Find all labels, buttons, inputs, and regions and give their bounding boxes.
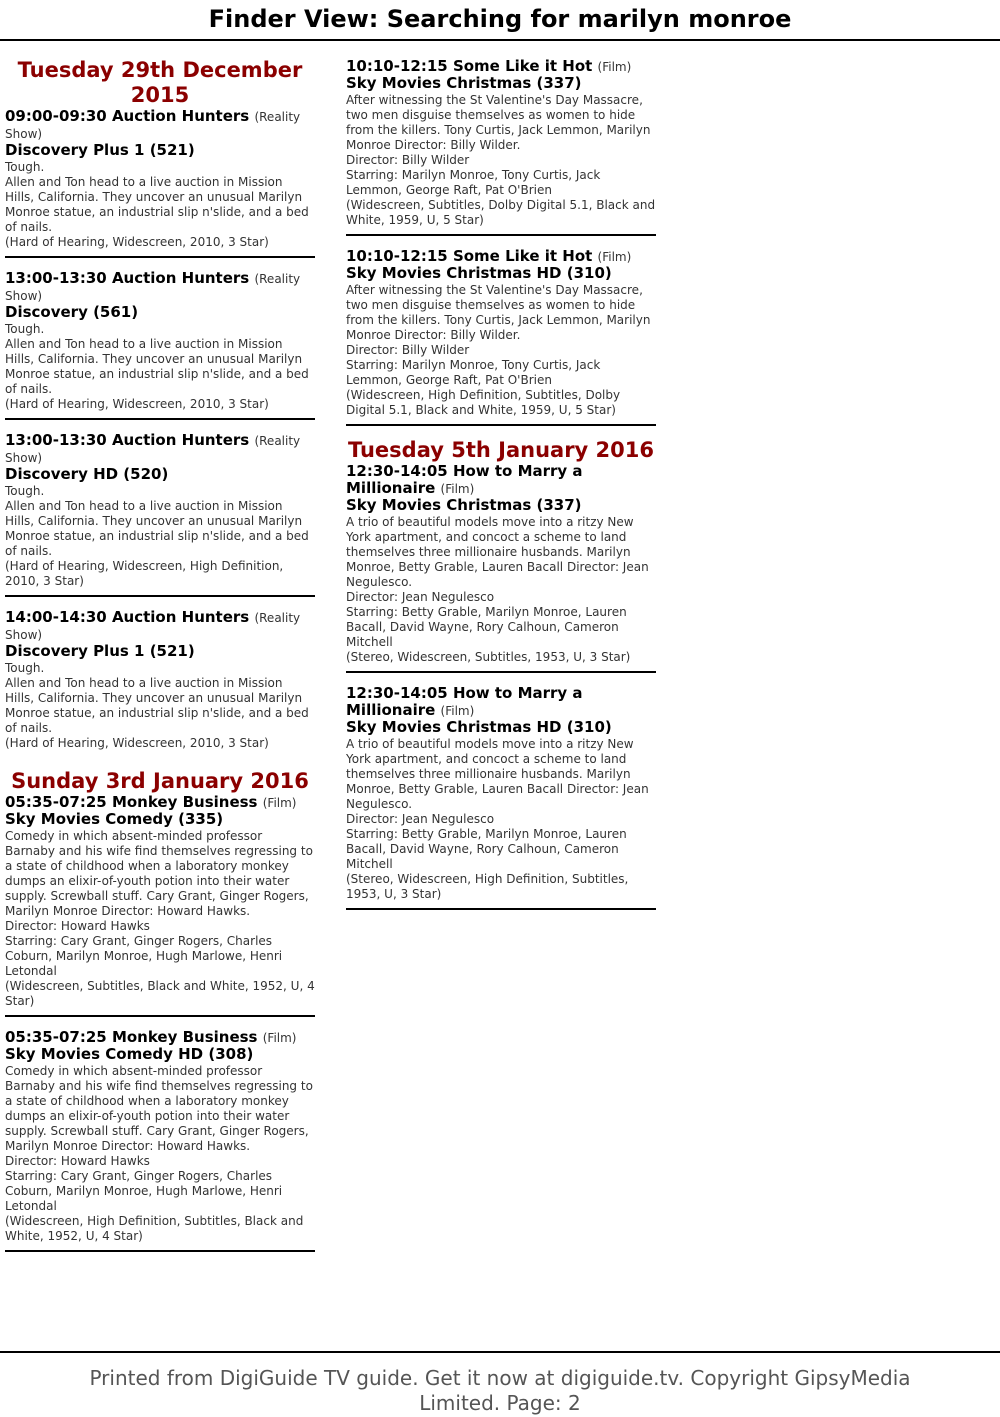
listing-channel: Sky Movies Christmas HD (310)	[346, 718, 612, 736]
listing-item	[5, 270, 315, 420]
listing-title	[5, 270, 315, 304]
listing-genre: (Reality Show)	[5, 110, 301, 141]
listing-channel: Discovery (561)	[5, 303, 139, 321]
right-column	[346, 58, 656, 922]
footer-divider	[0, 1351, 1000, 1353]
listing-item	[346, 685, 656, 910]
listing-time-title: 12:30-14:05 How to Marry a Millionaire	[346, 684, 583, 719]
listing-genre: (Reality Show)	[5, 611, 301, 642]
listing-description: After witnessing the St Valentine's Day Massacre, two men disguise themselves as women to hide from the killers. Tony Curtis, Jack Lemmon, Marilyn Monroe Director: Billy Wilder. Director: Billy Wilder Starring: Marilyn Monroe, Tony Curtis, Jack Lemmon, George Raft, Pat O'Brien (Widescreen, High Definition, Subtitles, Dolby Digital 5.1, Black and White, 1959, U, 5 Star)	[346, 283, 651, 417]
listing-description: Comedy in which absent-minded professor Barnaby and his wife find themselves regressing to a state of childhood when a laboratory monkey dumps an elixir-of-youth potion into their water supply. Screwball stuff. Cary Grant, Ginger Rogers, Marilyn Monroe Director: Howard Hawks. Director: Howard Hawks Starring: Cary Grant, Ginger Rogers, Charles Coburn, Marilyn Monroe, Hugh Marlowe, Henri Letondal (Widescreen, Subtitles, Black and White, 1952, U, 4 Star)	[5, 829, 315, 1008]
listing-genre: (Film)	[597, 250, 632, 264]
listing-title	[346, 248, 656, 265]
day-heading: Tuesday 29th December 2015	[17, 58, 303, 107]
listing-description: Tough. Allen and Ton head to a live auction in Mission Hills, California. They uncover an unusual Marilyn Monroe statue, an industrial slip n'slide, and a bed of nails. (Hard of Hearing, Widescreen, High Definition, 2010, 3 Star)	[5, 484, 309, 588]
listing-time-title: 12:30-14:05 How to Marry a Millionaire	[346, 462, 583, 497]
listing-time-title: 13:00-13:30 Auction Hunters	[5, 431, 250, 449]
left-column	[5, 58, 315, 1264]
page-title: Finder View: Searching for marilyn monroe	[208, 5, 792, 33]
listing-item	[5, 108, 315, 258]
listing-title	[346, 58, 656, 75]
listing-time-title: 10:10-12:15 Some Like it Hot	[346, 57, 593, 75]
listing-time-title: 09:00-09:30 Auction Hunters	[5, 107, 250, 125]
listing-item	[346, 248, 656, 426]
header-divider	[0, 39, 1000, 41]
listing-title	[346, 685, 656, 719]
listing-channel: Sky Movies Comedy HD (308)	[5, 1045, 254, 1063]
listing-time-title: 05:35-07:25 Monkey Business	[5, 793, 258, 811]
listing-channel: Sky Movies Christmas (337)	[346, 74, 582, 92]
listing-item	[346, 58, 656, 236]
listing-title	[5, 108, 315, 142]
listing-description: Comedy in which absent-minded professor Barnaby and his wife find themselves regressing to a state of childhood when a laboratory monkey dumps an elixir-of-youth potion into their water supply. Screwball stuff. Cary Grant, Ginger Rogers, Marilyn Monroe Director: Howard Hawks. Director: Howard Hawks Starring: Cary Grant, Ginger Rogers, Charles Coburn, Marilyn Monroe, Hugh Marlowe, Henri Letondal (Widescreen, High Definition, Subtitles, Black and White, 1952, U, 4 Star)	[5, 1064, 313, 1243]
listing-time-title: 14:00-14:30 Auction Hunters	[5, 608, 250, 626]
listing-description: Tough. Allen and Ton head to a live auction in Mission Hills, California. They uncover an unusual Marilyn Monroe statue, an industrial slip n'slide, and a bed of nails. (Hard of Hearing, Widescreen, 2010, 3 Star)	[5, 322, 309, 411]
listing-item	[5, 432, 315, 597]
listing-genre: (Reality Show)	[5, 272, 301, 303]
listing-item	[346, 463, 656, 673]
listing-genre: (Reality Show)	[5, 434, 301, 465]
listing-genre: (Film)	[262, 1031, 297, 1045]
listing-item	[5, 1029, 315, 1252]
listing-time-title: 05:35-07:25 Monkey Business	[5, 1028, 258, 1046]
listing-description: Tough. Allen and Ton head to a live auction in Mission Hills, California. They uncover an unusual Marilyn Monroe statue, an industrial slip n'slide, and a bed of nails. (Hard of Hearing, Widescreen, 2010, 3 Star)	[5, 661, 309, 750]
day-heading: Tuesday 5th January 2016	[347, 438, 655, 462]
listing-description: A trio of beautiful models move into a ritzy New York apartment, and concoct a scheme to land themselves three millionaire husbands. Marilyn Monroe, Betty Grable, Lauren Bacall Director: Jean Negulesco. Director: Jean Negulesco Starring: Betty Grable, Marilyn Monroe, Lauren Bacall, David Wayne, Rory Calhoun, Cameron Mitchell (Stereo, Widescreen, Subtitles, 1953, U, 3 Star)	[346, 515, 649, 664]
listing-time-title: 10:10-12:15 Some Like it Hot	[346, 247, 593, 265]
listing-channel: Sky Movies Comedy (335)	[5, 810, 224, 828]
listing-description: A trio of beautiful models move into a ritzy New York apartment, and concoct a scheme to land themselves three millionaire husbands. Marilyn Monroe, Betty Grable, Lauren Bacall Director: Jean Negulesco. Director: Jean Negulesco Starring: Betty Grable, Marilyn Monroe, Lauren Bacall, David Wayne, Rory Calhoun, Cameron Mitchell (Stereo, Widescreen, High Definition, Subtitles, 1953, U, 3 Star)	[346, 737, 649, 901]
listing-title	[346, 463, 656, 497]
listing-channel: Sky Movies Christmas HD (310)	[346, 264, 612, 282]
listing-title	[5, 609, 315, 643]
listing-item	[5, 794, 315, 1017]
listing-channel: Discovery HD (520)	[5, 465, 169, 483]
listing-channel: Sky Movies Christmas (337)	[346, 496, 582, 514]
listing-genre: (Film)	[262, 796, 297, 810]
listing-title	[5, 794, 315, 811]
listing-genre: (Film)	[440, 704, 475, 718]
page-footer: Printed from DigiGuide TV guide. Get it now at digiguide.tv. Copyright GipsyMedia Limited. Page: 2	[89, 1366, 911, 1415]
listing-title	[5, 1029, 315, 1046]
listing-genre: (Film)	[597, 60, 632, 74]
listing-description: After witnessing the St Valentine's Day Massacre, two men disguise themselves as women to hide from the killers. Tony Curtis, Jack Lemmon, Marilyn Monroe Director: Billy Wilder. Director: Billy Wilder Starring: Marilyn Monroe, Tony Curtis, Jack Lemmon, George Raft, Pat O'Brien (Widescreen, Subtitles, Dolby Digital 5.1, Black and White, 1959, U, 5 Star)	[346, 93, 656, 227]
listing-description: Tough. Allen and Ton head to a live auction in Mission Hills, California. They uncover an unusual Marilyn Monroe statue, an industrial slip n'slide, and a bed of nails. (Hard of Hearing, Widescreen, 2010, 3 Star)	[5, 160, 309, 249]
listing-channel: Discovery Plus 1 (521)	[5, 141, 195, 159]
day-heading: Sunday 3rd January 2016	[11, 769, 309, 793]
listing-title	[5, 432, 315, 466]
listing-item	[5, 609, 315, 757]
listing-genre: (Film)	[440, 482, 475, 496]
listing-channel: Discovery Plus 1 (521)	[5, 642, 195, 660]
listing-time-title: 13:00-13:30 Auction Hunters	[5, 269, 250, 287]
